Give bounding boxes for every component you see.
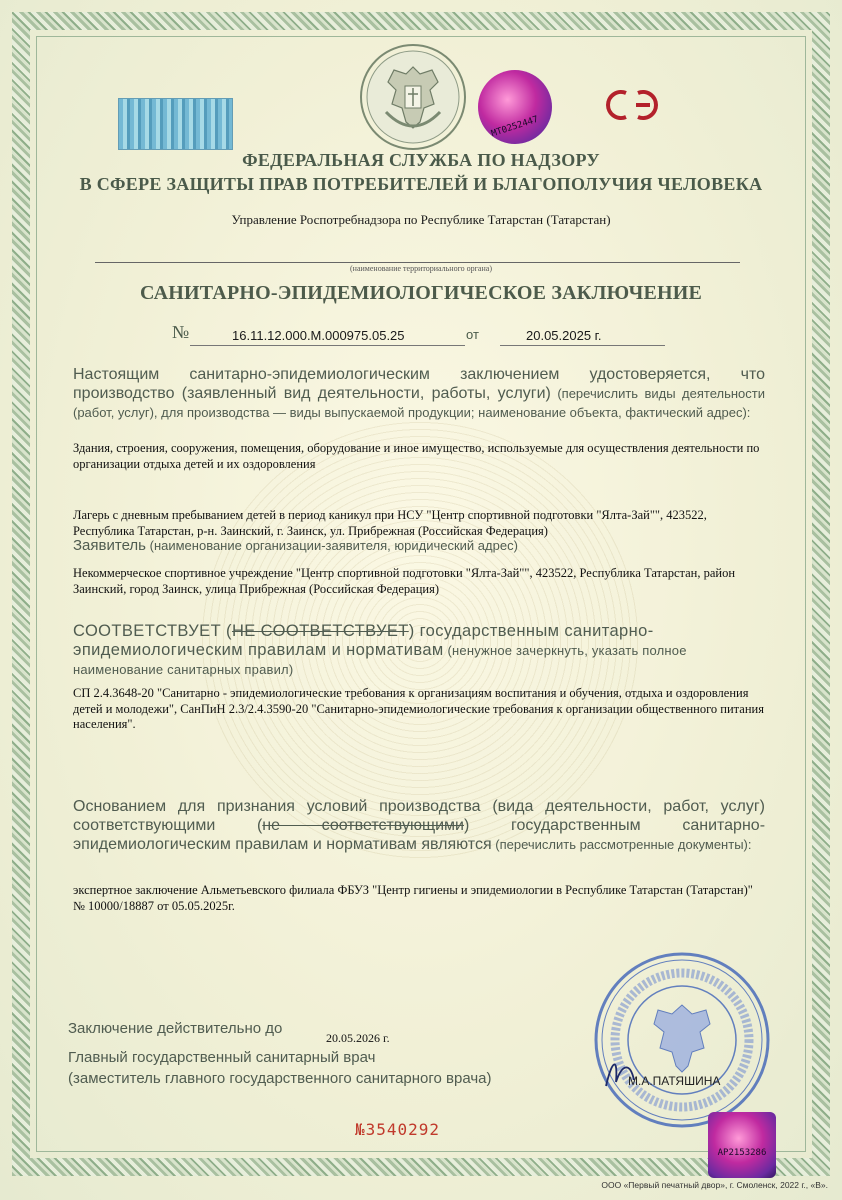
- basis-part2: ) государственным санитарно-эпидемиологическим правилам и нормативам являются: [73, 817, 766, 853]
- compliance-word: СООТВЕТСТВУЕТ: [73, 622, 222, 640]
- validity-label: Заключение действительно до: [68, 1020, 283, 1037]
- applicant-value: Некоммерческое спортивное учреждение "Центр спортивной подготовки "Ялта-Зай"", 423522, Республика Татарстан, район Заинский, город Заинск, улица Прибрежная (Российская Федерация): [73, 566, 736, 596]
- document-title: САНИТАРНО-ЭПИДЕМИОЛОГИЧЕСКОЕ ЗАКЛЮЧЕНИЕ: [139, 282, 703, 304]
- hologram-strip: [118, 98, 233, 150]
- hologram-code: MT0252447: [490, 114, 540, 140]
- intro-paragraph: [73, 365, 765, 422]
- hologram-badge-bottom: [708, 1112, 776, 1178]
- official-seal-icon: [592, 950, 772, 1130]
- date-underline: [500, 345, 665, 346]
- compliance-statement: [73, 622, 765, 679]
- compliance-close: ): [408, 622, 415, 640]
- date-label: от: [466, 327, 479, 342]
- basis-struck: не соответствующими: [262, 817, 464, 834]
- intro-hint: (перечислить виды деятельности (работ, услуг), для производства — виды выпускаемой продукции; наименование объекта, фактический адрес):: [73, 386, 765, 420]
- signer-name: М.А.ПАТЯШИНА: [628, 1074, 721, 1088]
- basis-paragraph: [73, 797, 765, 854]
- agency-title-line1: ФЕДЕРАЛЬНАЯ СЛУЖБА ПО НАДЗОРУ: [242, 150, 600, 170]
- compliance-text: государственным санитарно-эпидемиологическим правилам и нормативам: [73, 622, 654, 659]
- compliance-hint: (ненужное зачеркнуть, указать полное наименование санитарных правил): [73, 643, 687, 677]
- applicant-hint: (наименование организации-заявителя, юридический адрес): [146, 538, 518, 553]
- document-number: 16.11.12.000.М.000975.05.25: [232, 328, 405, 343]
- territorial-body-underline: [95, 262, 740, 263]
- sanitary-rules-value: СП 2.4.3648-20 "Санитарно - эпидемиологические требования к организациям воспитания и обучения, отдыха и оздоровления детей и молодежи", СанПиН 2.3/2.4.3590-20 "Санитарно-эпидемиологические требования к организации общественного питания населения".: [73, 686, 764, 731]
- hologram-code-bottom: AP2153286: [717, 1148, 767, 1158]
- basis-hint: (перечислить рассмотренные документы):: [491, 837, 752, 852]
- chief-doctor-title: Главный государственный санитарный врач: [68, 1049, 376, 1066]
- form-serial-number: №3540292: [355, 1120, 441, 1139]
- location-value: Лагерь с дневным пребыванием детей в период каникул при НСУ "Центр спортивной подготовки "Ялта-Зай"", 423522, Республика Татарстан, р-н. Заинский, г. Заинск, ул. Прибрежная (Российская Федерация): [73, 508, 707, 538]
- intro-main: Настоящим санитарно-эпидемиологическим заключением удостоверяется, что производство (заявленный вид деятельности, работы, услуги): [73, 366, 765, 402]
- validity-date: 20.05.2026 г.: [326, 1031, 390, 1045]
- basis-part1: Основанием для признания условий производства (вида деятельности, работ, услуг) соответствующими (: [73, 798, 765, 834]
- printer-imprint: ООО «Первый печатный двор», г. Смоленск, 2022 г., «В».: [601, 1180, 828, 1190]
- territorial-body: Управление Роспотребнадзора по Республике Татарстан (Татарстан): [231, 212, 611, 227]
- territorial-body-caption: (наименование территориального органа): [350, 264, 492, 273]
- compliance-open: (: [221, 622, 232, 640]
- applicant-label-text: Заявитель: [73, 537, 146, 554]
- objects-value: Здания, строения, сооружения, помещения, оборудование и иное имущество, используемые для осуществления деятельности по организации отдыха детей и их оздоровления: [73, 441, 760, 471]
- expertise-value: экспертное заключение Альметьевского филиала ФБУЗ "Центр гигиены и эпидемиологии в Республике Татарстан (Татарстан)" № 10000/18887 от 05.05.2025г.: [73, 883, 753, 913]
- document-date: 20.05.2025 г.: [526, 328, 602, 343]
- compliance-struck: НЕ СООТВЕТСТВУЕТ: [231, 622, 409, 640]
- number-underline: [190, 345, 465, 346]
- se-mark-icon: [598, 85, 670, 125]
- rospotrebnadzor-emblem-icon: [358, 42, 468, 152]
- applicant-label: [73, 537, 765, 554]
- number-sign: №: [172, 322, 190, 342]
- agency-title-line2: В СФЕРЕ ЗАЩИТЫ ПРАВ ПОТРЕБИТЕЛЕЙ И БЛАГОПОЛУЧИЯ ЧЕЛОВЕКА: [79, 174, 763, 194]
- deputy-doctor-title: (заместитель главного государственного санитарного врача): [68, 1070, 492, 1087]
